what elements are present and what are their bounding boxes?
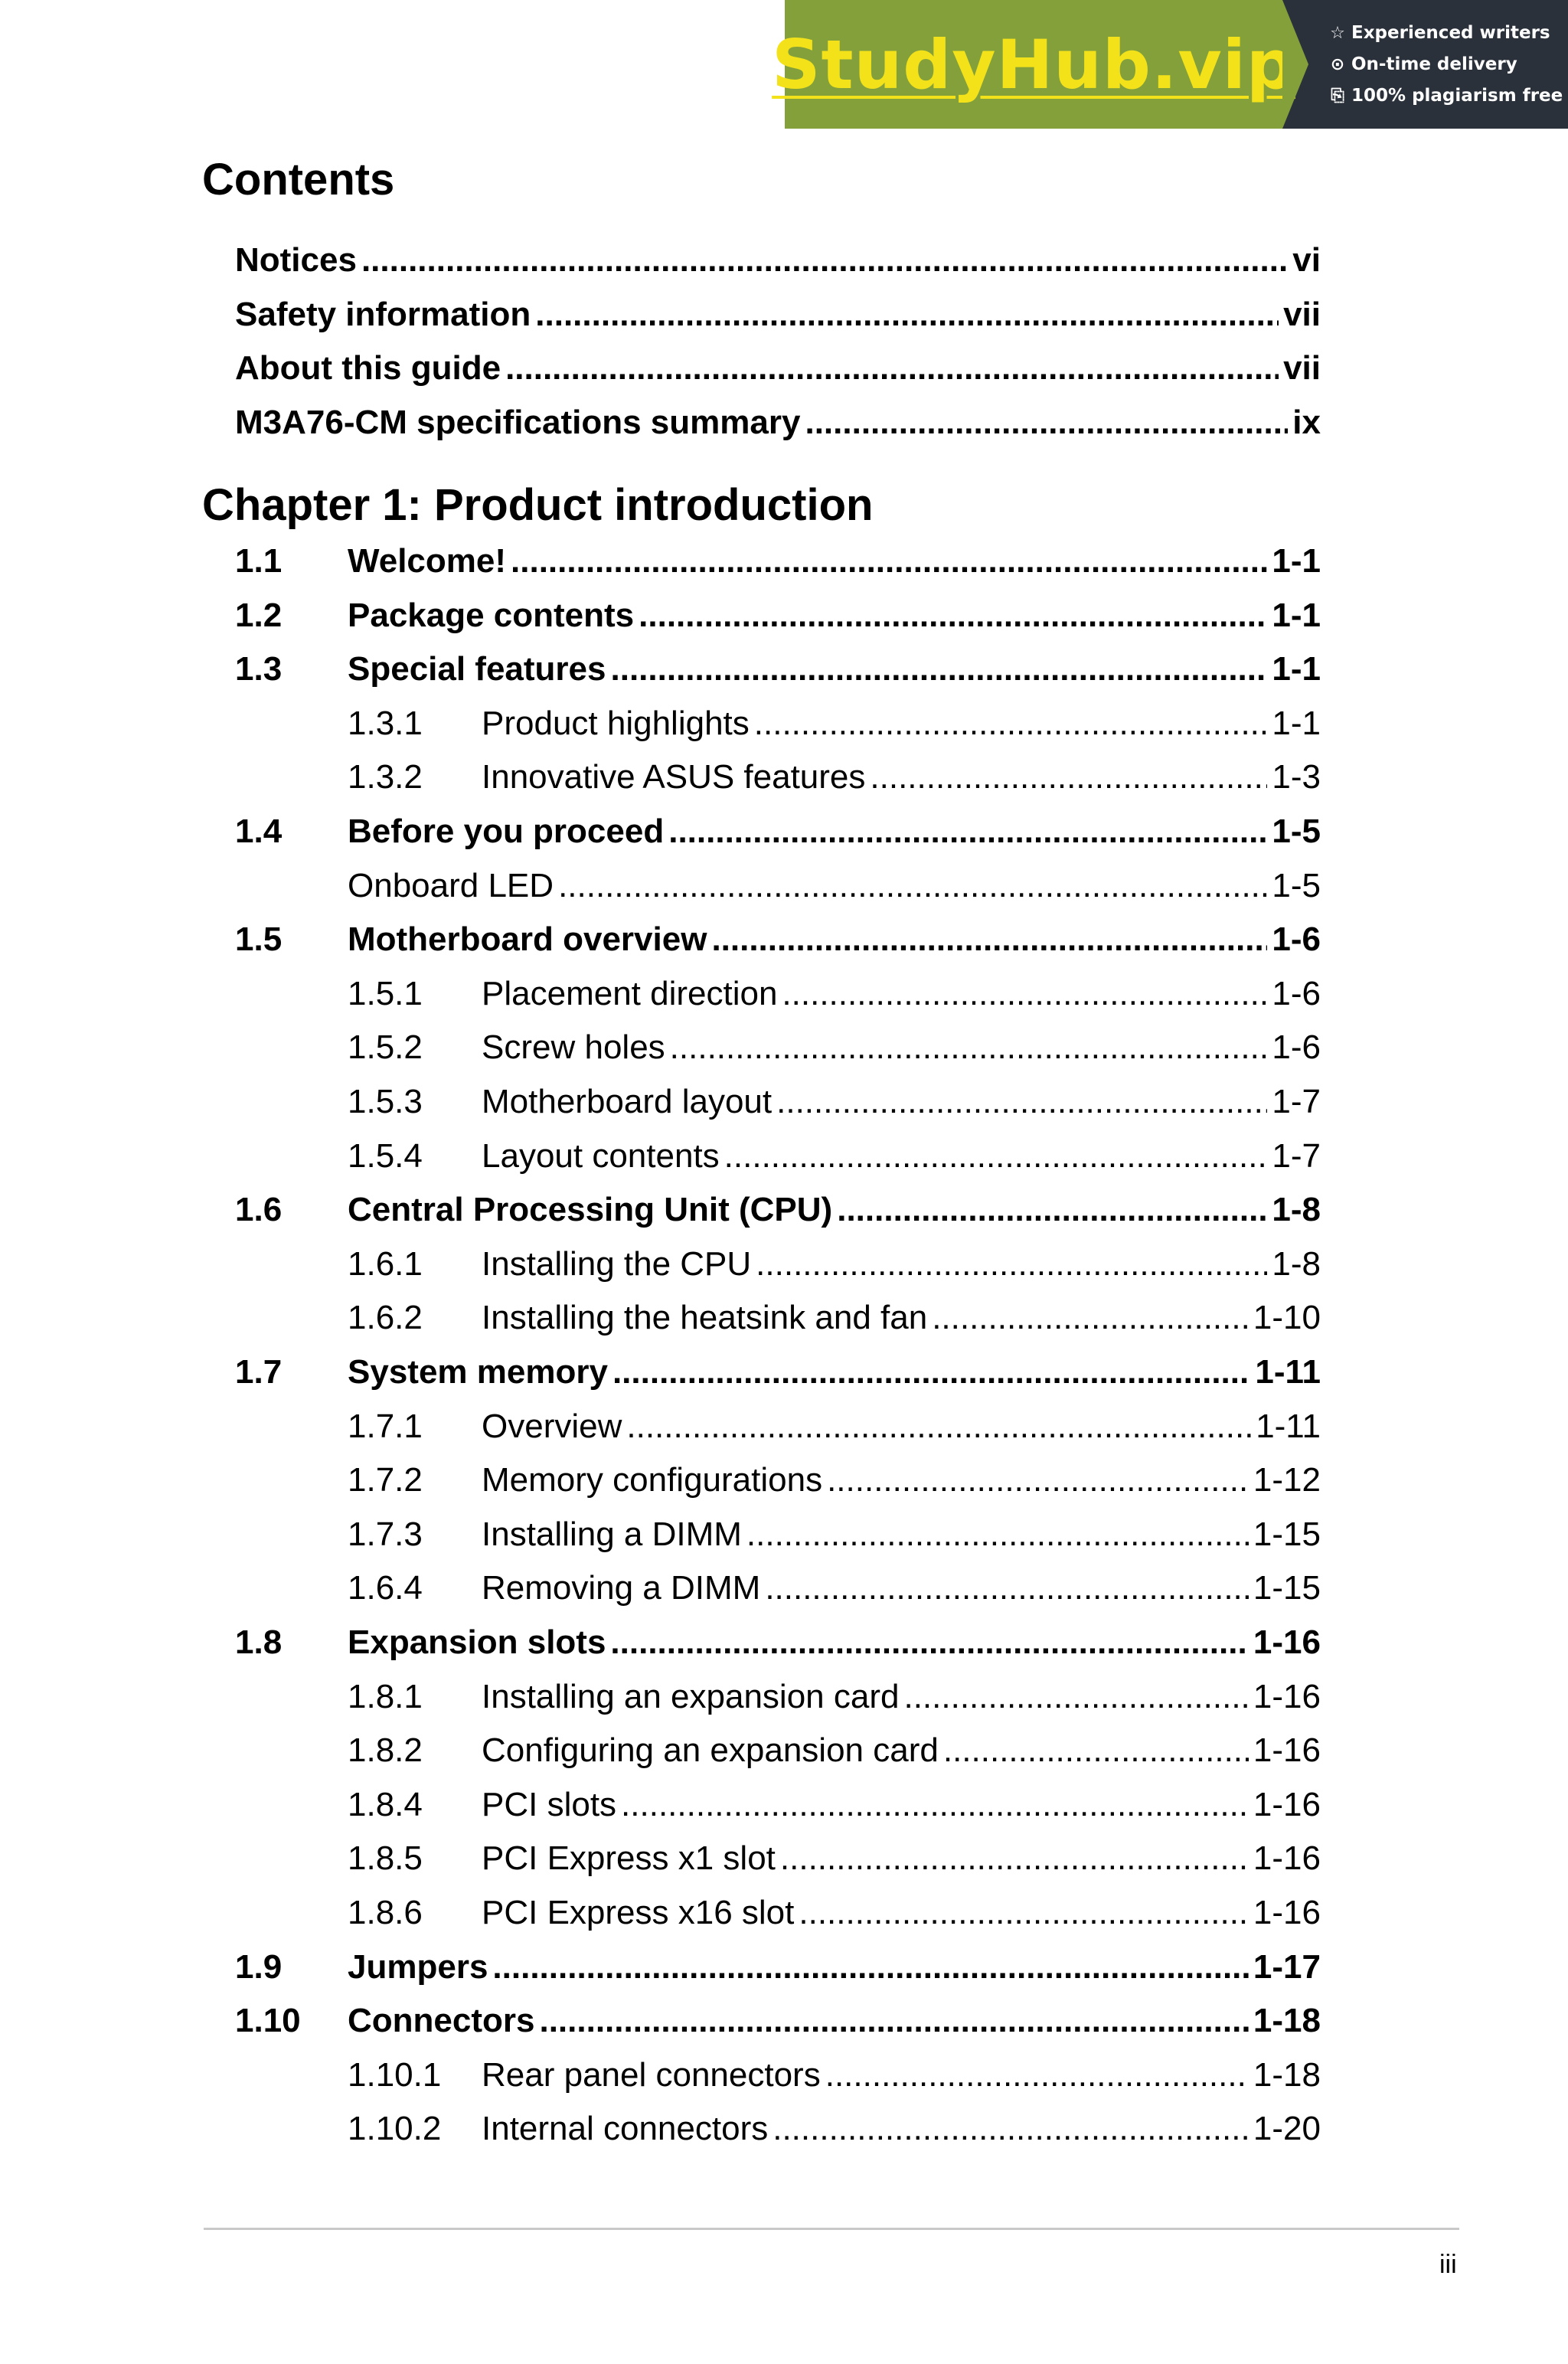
toc-entry-page: 1-6 [1272,974,1321,1012]
toc-entry[interactable] [348,863,1321,909]
toc-leader-dots [505,345,1279,391]
toc-entry-title: Internal connectors [482,2110,769,2148]
toc-entry[interactable] [348,1457,1321,1503]
toc-entry-page: 1-16 [1253,1623,1321,1661]
toc-entry[interactable] [235,646,1321,692]
document-icon: ⎘ [1331,86,1344,106]
toc-entry[interactable] [235,538,1321,584]
toc-entry-number: 1.6 [235,1191,283,1229]
toc-entry-page: 1-16 [1253,1894,1321,1931]
toc-leader-dots [535,292,1279,338]
toc-leader-dots [837,1187,1267,1233]
toc-entry[interactable] [348,1025,1321,1071]
toc-entry-title: Installing the CPU [482,1244,752,1283]
toc-entry-title: Connectors [348,2002,535,2040]
toc-entry-title: Removing a DIMM [482,1569,761,1607]
banner-logo-panel [772,0,1295,129]
toc-leader-dots [670,1025,1268,1071]
toc-leader-dots [805,400,1288,446]
toc-entry-title: Package contents [348,596,635,634]
toc-entry-number: 1.3.2 [348,758,423,796]
studyhub-logo[interactable]: StudyHub.vip [772,25,1295,104]
toc-entry-title: Screw holes [482,1028,665,1067]
toc-entry-number: 1.5.1 [348,974,423,1012]
toc-entry-page: 1-16 [1253,1839,1321,1878]
toc-entry-page: vii [1283,295,1321,333]
toc-entry-page: 1-11 [1255,1353,1321,1391]
toc-entry-number: 1.5.3 [348,1083,423,1120]
toc-entry[interactable] [348,971,1321,1017]
toc-leader-dots [870,754,1267,800]
toc-entry-page: 1-1 [1272,650,1321,688]
clock-icon: ⊙ [1330,54,1345,74]
toc-entry-page: vii [1283,349,1321,387]
toc-entry[interactable] [348,1295,1321,1341]
toc-entry[interactable] [348,1674,1321,1720]
toc-entry-page: 1-1 [1272,542,1321,580]
toc-entry-number: 1.5.4 [348,1136,423,1175]
toc-entry-title: Notices [235,241,357,279]
toc-entry-number: 1.2 [235,596,283,634]
toc-entry[interactable] [348,701,1321,747]
toc-entry-page: 1-5 [1272,813,1321,850]
toc-entry-number: 1.7.2 [348,1461,423,1499]
toc-leader-dots [827,1457,1249,1503]
toc-leader-dots [626,1404,1251,1450]
toc-entry-page: 1-17 [1253,1947,1321,1986]
toc-entry-number: 1.8.4 [348,1785,423,1823]
banner-feature-label: On-time delivery [1351,54,1517,74]
toc-entry[interactable] [235,1944,1321,1990]
toc-entry[interactable] [235,917,1321,963]
toc-entry-page: ix [1292,403,1321,441]
toc-leader-dots [668,809,1267,855]
toc-leader-dots [558,863,1267,909]
toc-entry[interactable] [235,1349,1321,1395]
toc-leader-dots [776,1079,1267,1125]
toc-entry-title: Jumpers [348,1947,488,1986]
toc-entry-page: 1-6 [1272,1028,1321,1067]
toc-leader-dots [754,701,1268,747]
toc-leader-dots [492,1944,1249,1990]
toc-entry-number: 1.8 [235,1623,283,1661]
toc-entry-title: Innovative ASUS features [482,758,866,796]
toc-leader-dots [611,646,1268,692]
toc-entry-title: Welcome! [348,542,507,580]
toc-entry-number: 1.5.2 [348,1028,423,1067]
toc-leader-dots [724,1133,1268,1179]
toc-leader-dots [773,2106,1249,2152]
toc-entry-number: 1.10.1 [348,2055,442,2094]
toc-entry-page: 1-18 [1253,2055,1321,2094]
toc-entry-number: 1.10.2 [348,2110,442,2148]
toc-entry-title: Safety information [235,295,531,333]
toc-entry[interactable] [235,1998,1321,2044]
banner-feature [1328,80,1568,112]
toc-entry-number: 1.10 [235,2002,301,2040]
toc-entry[interactable] [348,1890,1321,1936]
toc-entry[interactable] [348,1728,1321,1774]
toc-entry-title: Rear panel connectors [482,2055,821,2094]
toc-entry[interactable] [235,809,1321,855]
toc-leader-dots [746,1512,1249,1558]
toc-leader-dots [825,2052,1249,2098]
toc-leader-dots [903,1674,1248,1720]
toc-entry-title: System memory [348,1353,608,1391]
toc-leader-dots [943,1728,1249,1774]
toc-entry[interactable] [348,1565,1321,1611]
toc-entry-number: 1.6.2 [348,1299,423,1337]
toc-leader-dots [610,1620,1249,1666]
toc-entry-title: Central Processing Unit (CPU) [348,1191,833,1229]
banner-feature [1328,18,1568,49]
toc-entry-page: 1-5 [1272,866,1321,904]
toc-entry-title: Placement direction [482,974,778,1012]
banner-feature-label: Experienced writers [1351,23,1550,43]
contents-title: Contents [202,155,395,204]
toc-leader-dots [765,1565,1249,1611]
toc-entry-page: 1-11 [1256,1407,1321,1445]
toc-entry[interactable] [348,2106,1321,2152]
toc-entry-title: PCI slots [482,1785,617,1823]
toc-entry-page: 1-20 [1253,2110,1321,2148]
toc-entry[interactable] [348,754,1321,800]
banner-features [1282,0,1568,129]
toc-entry-title: Configuring an expansion card [482,1731,939,1770]
toc-entry[interactable] [235,593,1321,639]
toc-entry-page: 1-10 [1253,1299,1321,1337]
toc-leader-dots [511,538,1267,584]
toc-entry-title: M3A76-CM specifications summary [235,403,801,441]
toc-entry-page: 1-7 [1272,1083,1321,1120]
toc-entry-title: Before you proceed [348,813,665,850]
toc-entry[interactable] [348,1241,1321,1287]
toc-entry-number: 1.6.1 [348,1244,423,1283]
toc-entry-page: 1-16 [1253,1677,1321,1715]
toc-entry-page: 1-18 [1253,2002,1321,2040]
toc-entry-number: 1.9 [235,1947,283,1986]
toc-entry-number: 1.8.1 [348,1677,423,1715]
toc-entry-title: PCI Express x16 slot [482,1894,795,1931]
toc-entry-number: 1.1 [235,542,283,580]
banner-feature-label: 100% plagiarism free [1351,86,1563,106]
toc-entry[interactable] [348,1782,1321,1828]
toc-entry-number: 1.8.5 [348,1839,423,1878]
footer-divider [204,2228,1459,2230]
toc-leader-dots [799,1890,1249,1936]
toc-leader-dots [639,593,1267,639]
toc-entry-title: Installing an expansion card [482,1677,900,1715]
toc-entry-number: 1.8.6 [348,1894,423,1931]
toc-entry-number: 1.8.2 [348,1731,423,1770]
toc-entry[interactable] [348,1836,1321,1882]
banner-feature [1328,49,1568,80]
toc-entry-title: Onboard LED [348,866,554,904]
toc-entry[interactable] [235,1620,1321,1666]
toc-entry-page: 1-16 [1253,1785,1321,1823]
toc-entry-title: About this guide [235,349,501,387]
toc-entry-page: vi [1292,241,1321,279]
toc-entry[interactable] [348,1133,1321,1179]
toc-entry-page: 1-1 [1272,596,1321,634]
toc-leader-dots [780,1836,1249,1882]
toc-entry-title: Motherboard overview [348,920,707,959]
toc-leader-dots [711,917,1267,963]
toc-entry-number: 1.3 [235,650,283,688]
star-icon: ☆ [1330,23,1345,43]
toc-entry-title: Special features [348,650,606,688]
toc-entry[interactable] [235,292,1321,338]
chapter-title: Chapter 1: Product introduction [202,480,874,530]
toc-entry-title: Layout contents [482,1136,720,1175]
toc-entry-page: 1-3 [1272,758,1321,796]
toc-entry-title: Overview [482,1407,622,1445]
toc-entry-page: 1-15 [1253,1569,1321,1607]
toc-entry[interactable] [348,1512,1321,1558]
toc-entry[interactable] [235,1187,1321,1233]
toc-entry-page: 1-8 [1272,1244,1321,1283]
toc-leader-dots [932,1295,1249,1341]
toc-entry-page: 1-6 [1272,920,1321,959]
toc-leader-dots [539,1998,1248,2044]
toc-entry-number: 1.3.1 [348,704,423,742]
toc-entry[interactable] [235,345,1321,391]
toc-entry[interactable] [348,1404,1321,1450]
toc-leader-dots [621,1782,1249,1828]
toc-entry-page: 1-15 [1253,1515,1321,1553]
toc-entry-page: 1-12 [1253,1461,1321,1499]
toc-entry-number: 1.4 [235,813,283,850]
toc-entry-title: Expansion slots [348,1623,606,1661]
toc-entry-title: Motherboard layout [482,1083,773,1120]
toc-entry-page: 1-16 [1253,1731,1321,1770]
toc-leader-dots [361,237,1288,283]
toc-leader-dots [612,1349,1250,1395]
toc-entry[interactable] [348,2052,1321,2098]
toc-entry[interactable] [348,1079,1321,1125]
toc-entry-page: 1-7 [1272,1136,1321,1175]
toc-entry-title: Product highlights [482,704,750,742]
toc-entry-number: 1.7.1 [348,1407,423,1445]
toc-entry-page: 1-1 [1272,704,1321,742]
toc-entry[interactable] [235,400,1321,446]
toc-leader-dots [756,1241,1267,1287]
toc-leader-dots [782,971,1267,1017]
toc-entry-title: Installing the heatsink and fan [482,1299,928,1337]
studyhub-banner[interactable] [772,0,1568,129]
toc-entry-number: 1.7.3 [348,1515,423,1553]
toc-entry-number: 1.5 [235,920,283,959]
toc-entry-title: Installing a DIMM [482,1515,742,1553]
toc-entry-number: 1.7 [235,1353,283,1391]
toc-entry-number: 1.6.4 [348,1569,423,1607]
page-number: iii [1439,2250,1457,2279]
toc-entry[interactable] [235,237,1321,283]
toc-entry-title: PCI Express x1 slot [482,1839,776,1878]
toc-entry-page: 1-8 [1272,1191,1321,1229]
toc-entry-title: Memory configurations [482,1461,823,1499]
